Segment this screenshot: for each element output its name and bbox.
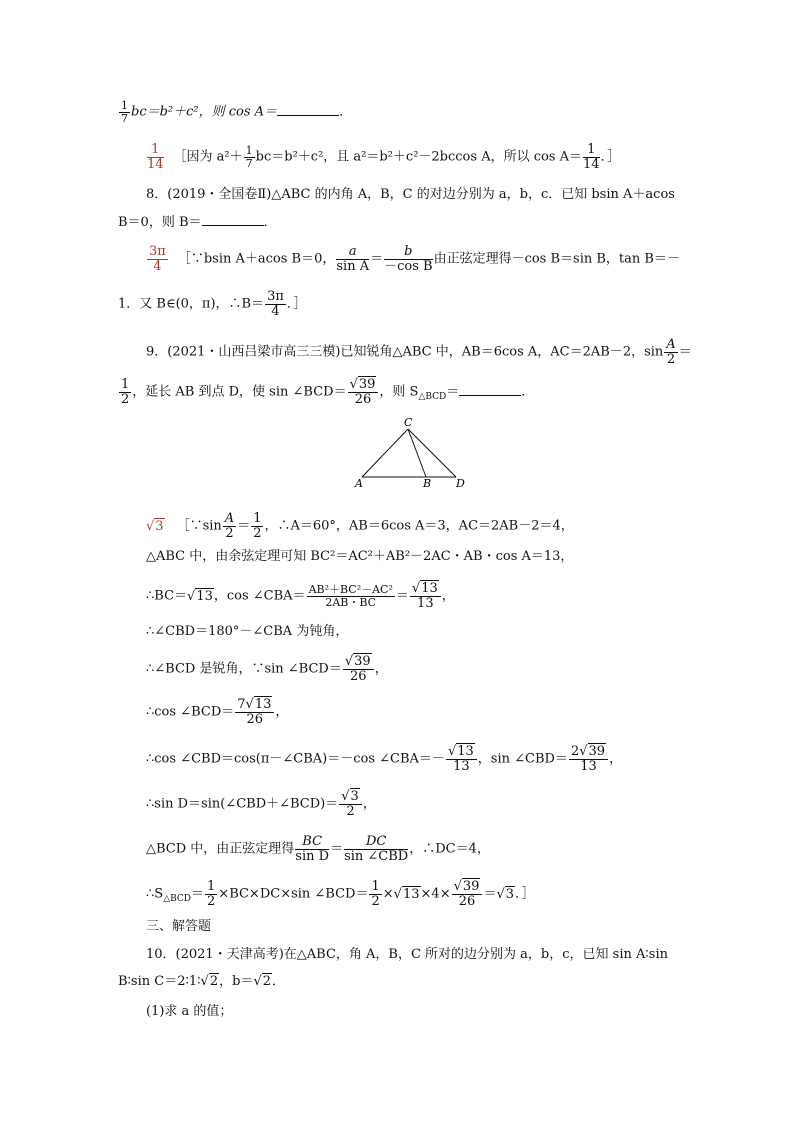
label-d: D — [456, 477, 465, 490]
s9-line10: $\therefore S_{\triangle BCD}=$ $\frac{1}{2}$ ×BC×DC×sin ∠BCD＝ $\frac{1}{2}$ ×√13×4× $\frac{√39}{26}$ ＝√3．］ — [146, 879, 535, 909]
q9-line2: $\frac{1}{2}$ ，延长 AB 到点 D，使 sin ∠BCD＝ $\frac{√39}{26}$ ，则 $S_{\triangle BCD}=$ ． — [121, 377, 535, 407]
q8-solution-line1: $\frac{3\pi}{4}$ ［∵bsin A＋acos B＝0， $\frac{a}{\text{sin A}}$ ＝ $\frac{b}{\text{－cos B}}$ 由正弦定理得－cos B＝sin B，tan B＝－ — [149, 244, 680, 274]
s9-line9: △BCD 中，由正弦定理得 $\frac{BC}{\text{sin D}}$ ＝ $\frac{DC}{\text{sin ∠CBD}}$ ，∴DC＝4， — [146, 834, 490, 864]
label-a: A — [355, 477, 363, 490]
s9-line3: ∴BC＝√13，cos ∠CBA＝ $\frac{\text{AB²＋BC²－AC²}}{2AB・BC}$ ＝ $\frac{√13}{13}$ ， — [146, 581, 455, 611]
s9-line7: ∴cos ∠CBD＝cos(π－∠CBA)＝－cos ∠CBA＝－ $\frac{√13}{13}$ ，sin ∠CBD＝ $\frac{2√39}{13}$ ， — [146, 744, 623, 774]
q10-line2: B∶sin C＝2∶1∶√2，b＝√2． — [118, 974, 286, 989]
s9-line4: ∴∠CBD＝180°－∠CBA 为钝角， — [146, 624, 349, 639]
answer-value: √3 — [146, 518, 164, 534]
answer-fraction: $\frac{1}{14}$ — [147, 142, 164, 172]
answer-fraction: $\frac{3\pi}{4}$ — [149, 244, 166, 274]
q8-line2: B＝0，则 B＝ ． — [118, 215, 277, 230]
q7-tail-line: $\frac{1}{7}$ bc＝b²＋c²，则 cos A＝ ． — [121, 99, 353, 125]
label-c: C — [404, 416, 413, 429]
answer-blank — [277, 105, 339, 116]
q10-sub1: (1)求 a 的值； — [146, 1004, 233, 1019]
answer-blank — [202, 215, 264, 226]
s9-line2: △ABC 中，由余弦定理可知 BC²＝AC²＋AB²－2AC・AB・cos A＝13， — [146, 549, 574, 564]
q8-line1: 8．(2019・全国卷Ⅱ)△ABC 的内角 A，B，C 的对边分别为 a，b，c．已知 bsin A＋acos — [146, 187, 675, 202]
q9-line1: 9．(2021・山西吕梁市高三三模)已知锐角△ABC 中，AB＝6cos A，AC＝2AB－2，sin $\frac{A}{2}$ ＝ — [146, 337, 692, 367]
section-heading: 三、解答题 — [146, 919, 212, 934]
answer-blank — [459, 385, 521, 396]
q10-line1: 10．(2021・天津高考)在△ABC，角 A，B，C 所对的边分别为 a，b，c，已知 sin A∶sin — [146, 947, 668, 962]
label-b: B — [423, 477, 432, 490]
fraction: $\frac{1}{7}$ — [121, 99, 128, 125]
q7-solution-line: $\frac{1}{14}$ ［因为 a²＋ $\frac{1}{7}$ bc＝b²＋c²，且 a²＝b²＋c²－2bccos A，所以 cos A＝ $\frac{1}{14}$ ．］ — [147, 142, 621, 172]
s9-line5: ∴∠BCD 是锐角，∵sin ∠BCD＝ $\frac{√39}{26}$ ， — [146, 654, 388, 684]
s9-line8: ∴sin D＝sin(∠CBD＋∠BCD)＝ $\frac{√3}{2}$ ， — [146, 789, 376, 819]
s9-line1: √3 ［∵sin $\frac{A}{2}$ ＝ $\frac{1}{2}$ ，∴A＝60°，AB＝6cos A＝3，AC＝2AB－2＝4， — [146, 511, 574, 541]
triangle-diagram — [350, 415, 470, 490]
s9-line6: ∴cos ∠BCD＝ $\frac{7√13}{26}$ ， — [146, 697, 289, 727]
q8-solution-line2: 1．又 B∈(0，π)，∴B＝ $\frac{3\pi}{4}$ ．］ — [118, 289, 307, 319]
